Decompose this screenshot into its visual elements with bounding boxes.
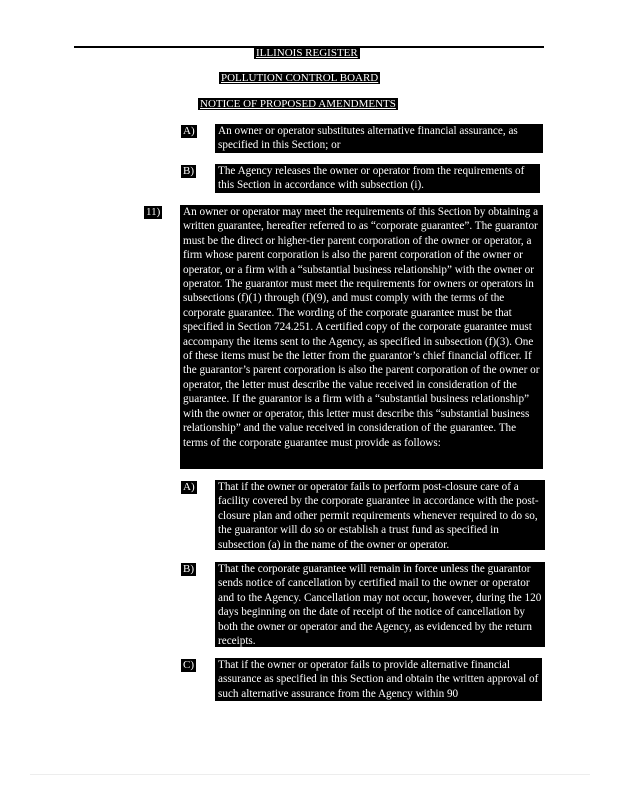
register-title: ILLINOIS REGISTER [256, 47, 358, 59]
subitem-b-marker: B) [183, 563, 194, 575]
subitem-c-marker: C) [183, 659, 194, 671]
page-bottom-edge [30, 774, 590, 775]
section-11-text: An owner or operator may meet the requirements of this Section by obtaining a written guarantee, hereafter referred to as “corporate guarantee”. The guarantor must be the direct or higher-tier parent corporation of the owner or operator, a firm whose parent corporation is also the parent corporation of the owner or operator, or a firm with a “substantial business relationship” with the owner or operator. The guarantor must meet the requirements for owners or operators in subsections (f)(1) through (f)(9), and must comply with the terms of the corporate guarantee. The wording of the corporate guarantee must be that specified in Section 724.251. A certified copy of the corporate guarantee must accompany the items sent to the Agency, as specified in subsection (f)(3). One of these items must be the letter from the guarantor’s chief financial officer. If the guarantor’s parent corporation is also the parent corporation of the owner or operator, the letter must describe the value received in consideration of the guarantee. If the guarantor is a firm with a “substantial business relationship” with the owner or operator, this letter must describe this “substantial business relationship” and the value received in consideration of the guarantee. The terms of the corporate guarantee must provide as follows: [180, 205, 543, 469]
subitem-b-text: That the corporate guarantee will remain in force unless the guarantor sends notice of cancellation by certified mail to the owner or operator and to the Agency. Cancellation may not occur, however, during the 120 days beginning on the date of receipt of the notice of cancellation by both the owner or operator and the Agency, as evidenced by the return receipts. [215, 562, 545, 647]
subitem-a-text: That if the owner or operator fails to perform post-closure care of a facility covered by the corporate guarantee in accordance with the post-closure plan and other permit requirements whenever required to do so, the guarantor will do so or establish a trust fund as specified in subsection (a) in the name of the owner or operator. [215, 480, 545, 550]
section-11-marker: 11) [146, 206, 161, 218]
item-a-text: An owner or operator substitutes alternative financial assurance, as specified in this Section; or [215, 124, 543, 153]
board-title: POLLUTION CONTROL BOARD [221, 72, 379, 84]
item-a-marker: A) [183, 125, 195, 137]
item-b-text: The Agency releases the owner or operator from the requirements of this Section in accordance with subsection (i). [215, 164, 540, 193]
subitem-a-marker: A) [183, 481, 195, 493]
notice-title: NOTICE OF PROPOSED AMENDMENTS [200, 98, 396, 110]
subitem-c-text: That if the owner or operator fails to provide alternative financial assurance as specified in this Section and obtain the written approval of such alternative assurance from the Agency within 90 [215, 658, 542, 701]
item-b-marker: B) [183, 165, 194, 177]
